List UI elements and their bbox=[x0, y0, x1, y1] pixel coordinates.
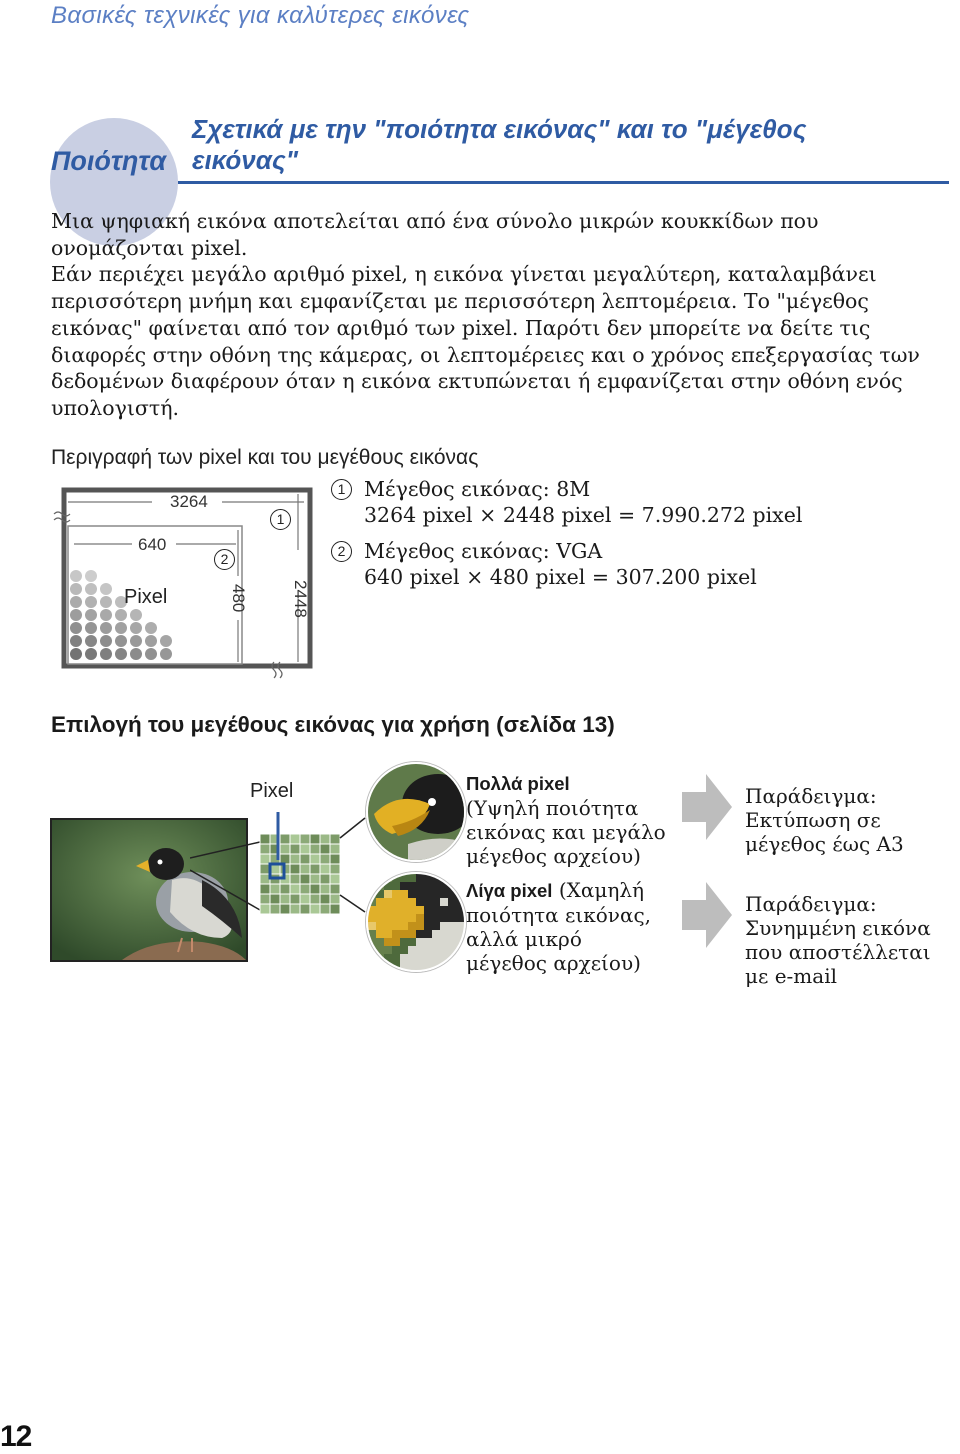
many-pixels-label: Πολλά pixel bbox=[466, 773, 570, 794]
item-title-1: Μέγεθος εικόνας: 8M bbox=[364, 477, 591, 501]
pixel-size-diagram bbox=[52, 480, 332, 685]
many-pixels-text: (Υψηλή ποιότητα εικόνας και μεγάλο μέγεθος αρχείου) bbox=[466, 796, 666, 868]
item-marker-1: 1 bbox=[331, 479, 352, 500]
section-title: Σχετικά με την "ποιότητα εικόνας" και το "μέγεθος εικόνας" bbox=[192, 114, 807, 175]
example-2 bbox=[745, 892, 945, 988]
example-1-label: Παράδειγμα: bbox=[745, 784, 877, 808]
example-1 bbox=[745, 784, 945, 856]
low-quality-crop bbox=[366, 872, 466, 972]
marker-2: 2 bbox=[214, 549, 235, 570]
item-calc-1: 3264 pixel × 2448 pixel = 7.990.272 pixel bbox=[364, 503, 803, 527]
pixel-caption: Pixel bbox=[250, 780, 294, 802]
label-480: 480 bbox=[229, 584, 248, 613]
item-title-2: Μέγεθος εικόνας: VGA bbox=[364, 539, 603, 563]
magnifier-connector bbox=[190, 800, 370, 920]
label-3264: 3264 bbox=[170, 492, 208, 511]
item-calc-2: 640 pixel × 480 pixel = 307.200 pixel bbox=[364, 565, 757, 589]
image-size-item-vga bbox=[330, 538, 930, 590]
label-2448: 2448 bbox=[291, 580, 310, 618]
image-size-list bbox=[330, 476, 930, 600]
body-paragraph-1: Μια ψηφιακή εικόνα αποτελείται από ένα σύνολο μικρών κουκκίδων που ονομάζονται pixel. bbox=[51, 209, 819, 260]
few-pixels-description bbox=[466, 878, 666, 975]
body-paragraph-2: Εάν περιέχει μεγάλο αριθμό pixel, η εικόνα γίνεται μεγαλύτερη, καταλαμβάνει περισσότερη μνήμη και εμφανίζεται με περισσότερη λεπτομέρεια. Το "μέγεθος εικόνας" φαίνεται από τον αριθμό των pixel. Παρότι δεν μπορείτε να δείτε τις διαφορές στην οθόνη της κάμερας, οι λεπτομέρειες και ο χρόνος επεξεργασίας των δεδομένων διαφέρουν όταν η εικόνα εκτυπώνεται ή εμφανίζεται στην οθόνη ενός υπολογιστή. bbox=[51, 262, 920, 420]
running-header: Βασικές τεχνικές για καλύτερες εικόνες bbox=[51, 2, 470, 29]
example-2-text: Συνημμένη εικόνα που αποστέλλεται με e-mail bbox=[745, 916, 931, 988]
image-size-item-8m bbox=[330, 476, 930, 528]
pixel-label: Pixel bbox=[124, 586, 168, 608]
label-640: 640 bbox=[138, 535, 167, 554]
example-2-label: Παράδειγμα: bbox=[745, 892, 877, 916]
title-rule bbox=[178, 181, 949, 184]
pixel-section-heading: Περιγραφή των pixel και του μεγέθους εικόνας bbox=[51, 446, 479, 469]
arrow-right-icon bbox=[682, 774, 732, 840]
arrow-right-icon bbox=[682, 882, 732, 948]
high-quality-crop bbox=[366, 762, 466, 862]
many-pixels-description bbox=[466, 771, 666, 868]
body-text bbox=[51, 208, 941, 422]
page-number: 12 bbox=[0, 1420, 32, 1453]
example-1-text: Εκτύπωση σε μέγεθος έως A3 bbox=[745, 808, 904, 856]
few-pixels-text: (Χαμηλή ποιότητα εικόνας, αλλά μικρό μέγεθος αρχείου) bbox=[466, 878, 652, 975]
item-marker-2: 2 bbox=[331, 541, 352, 562]
marker-1: 1 bbox=[270, 509, 291, 530]
few-pixels-label: Λίγα pixel bbox=[466, 880, 553, 901]
selection-heading: Επιλογή του μεγέθους εικόνας για χρήση (σελίδα 13) bbox=[51, 712, 615, 737]
section-label: Ποιότητα bbox=[51, 146, 167, 176]
